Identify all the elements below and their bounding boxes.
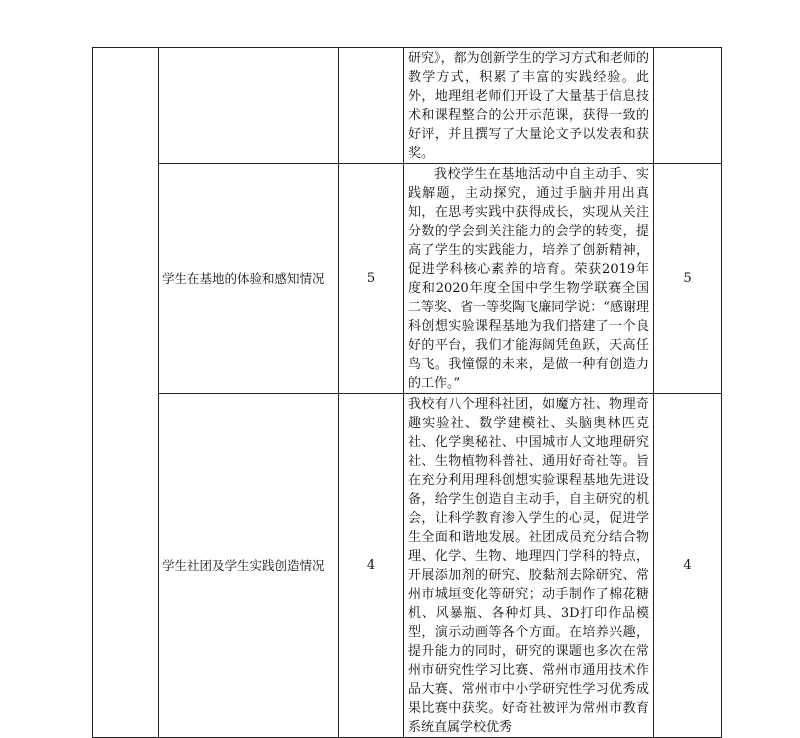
table-row <box>93 164 722 394</box>
table-row <box>93 394 722 738</box>
self-score-cell: 5 <box>654 164 722 394</box>
self-score-cell <box>654 48 722 164</box>
description-text: 我校学生在基地活动中自主动手、实践解题，主动探究，通过手脑并用出真知，在思考实践中获得成长，实现从关注分数的学会到关注能力的会学的转变，提高了学生的实践能力，培养了创新精神，促进学科核心素养的培育。荣获2019年度和2020年度全国中学生物学联赛全国二等奖、省一等奖陶飞廉同学说：“感谢理科创想实验课程基地为我们搭建了一个良好的平台，我们才能海阔凭鱼跃，天高任鸟飞。我憧憬的未来，是做一种有创造力的工作。” <box>408 167 649 391</box>
self-score-cell: 4 <box>654 394 722 738</box>
score-cell: 4 <box>339 394 404 738</box>
score-cell: 5 <box>339 164 404 394</box>
category-cell <box>93 48 159 738</box>
description-cell <box>404 164 654 394</box>
description-text: 研究》，都为创新学生的学习方式和老师的教学方式，积累了丰富的实践经验。此外，地理组老师们开设了大量基于信息技术和课程整合的公开示范课，获得一致的好评，并且撰写了大量论文予以发表和获奖。 <box>408 51 649 161</box>
score-cell <box>339 48 404 164</box>
evaluation-table <box>92 47 722 738</box>
description-cell <box>404 48 654 164</box>
item-cell: 学生社团及学生实践创造情况 <box>159 394 339 738</box>
description-cell <box>404 394 654 738</box>
table-row <box>93 48 722 164</box>
item-cell: 学生在基地的体验和感知情况 <box>159 164 339 394</box>
item-cell <box>159 48 339 164</box>
description-text: 我校有八个理科社团，如魔方社、物理奇趣实验社、数学建模社、头脑奥林匹克社、化学奥秘社、中国城市人文地理研究社、生物植物科普社、通用好奇社等。旨在充分利用理科创想实验课程基地先进设备，给学生创造自主动手，自主研究的机会，让科学教育渗入学生的心灵，促进学生全面和谐地发展。社团成员充分结合物理、化学、生物、地理四门学科的特点，开展添加剂的研究、胶黏剂去除研究、常州市城垣变化等研究；动手制作了棉花糖机、风暴瓶、各种灯具、3D打印作品模型，演示动画等各个方面。在培养兴趣，提升能力的同时，研究的课题也多次在常州市研究性学习比赛、常州市通用技术作品大赛、常州市中小学研究性学习优秀成果比赛中获奖。好奇社被评为常州市教育系统直属学校优秀 <box>408 397 649 735</box>
